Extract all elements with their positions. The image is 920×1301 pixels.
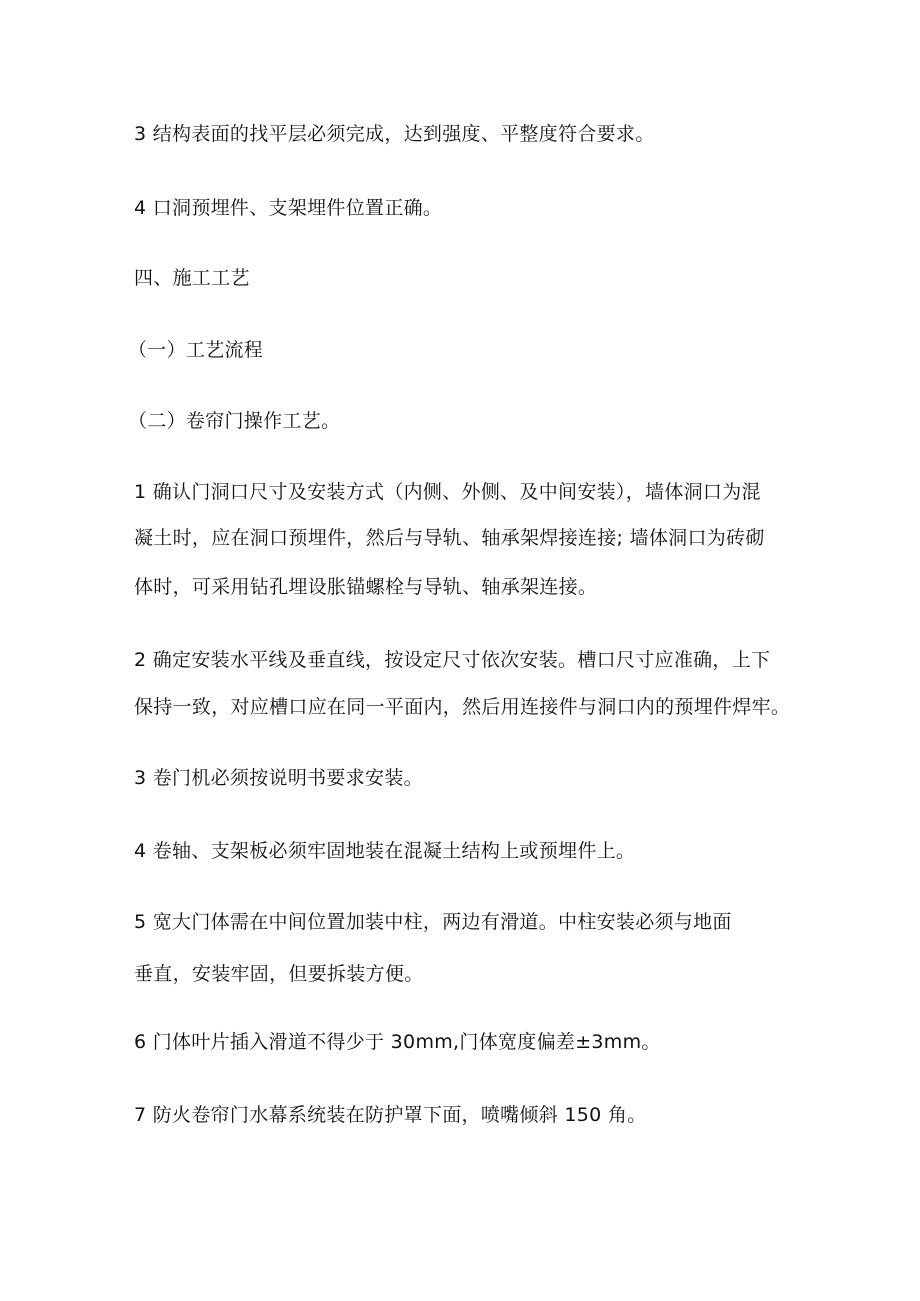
paragraph-line: 5 宽大门体需在中间位置加装中柱，两边有滑道。中柱安装必须与地面 — [134, 911, 732, 933]
paragraph-line: 1 确认门洞口尺寸及安装方式（内侧、外侧、及中间安装），墙体洞口为混 — [134, 481, 761, 503]
paragraph-line: 6 门体叶片插入滑道不得少于 30mm,门体宽度偏差±3mm。 — [134, 1031, 661, 1053]
paragraph-line: 凝土时，应在洞口预埋件，然后与导轨、轴承架焊接连接; 墙体洞口为砖砌 — [134, 527, 765, 549]
paragraph-line: 3 卷门机必须按说明书要求安装。 — [134, 767, 423, 789]
section-heading: 四、施工工艺 — [134, 267, 250, 289]
paragraph-line: 2 确定安装水平线及垂直线，按设定尺寸依次安装。槽口尺寸应准确，上下 — [134, 649, 771, 671]
paragraph-line: 7 防火卷帘门水幕系统装在防护罩下面，喷嘴倾斜 150 角。 — [134, 1104, 647, 1126]
paragraph-line: 保持一致，对应槽口应在同一平面内，然后用连接件与洞口内的预埋件焊牢。 — [134, 696, 791, 718]
paragraph-line: 4 卷轴、支架板必须牢固地装在混凝土结构上或预埋件上。 — [134, 840, 636, 862]
subsection-heading: （一）工艺流程 — [128, 339, 264, 361]
paragraph-line: 体时，可采用钻孔埋设胀锚螺栓与导轨、轴承架连接。 — [134, 576, 598, 598]
paragraph-line: 4 口洞预埋件、支架埋件位置正确。 — [134, 197, 443, 219]
paragraph-line: 垂直，安装牢固，但要拆装方便。 — [134, 963, 424, 985]
subsection-heading: （二）卷帘门操作工艺。 — [128, 410, 341, 432]
paragraph-line: 3 结构表面的找平层必须完成，达到强度、平整度符合要求。 — [134, 123, 655, 145]
